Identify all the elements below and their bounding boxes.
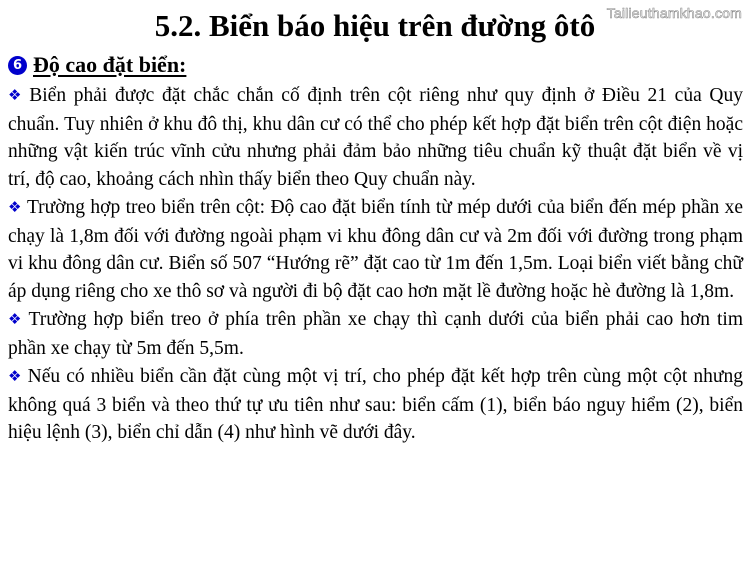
paragraph-2	[8, 194, 743, 305]
paragraph-1-text: Biển phải được đặt chắc chắn cố định trên cột riêng như quy định ở Điều 21 của Quy chuẩn. Tuy nhiên ở khu đô thị, khu dân cư có thể cho phép kết hợp đặt biển trên cột điện hoặc những vật kiến trúc vĩnh cửu nhưng phải đảm bảo những tiêu chuẩn kỹ thuật đặt biển về vị trí, độ cao, khoảng cách nhìn thấy biển theo Quy chuẩn này.	[8, 85, 743, 190]
diamond-bullet-icon: ❖	[8, 86, 25, 104]
content-body	[8, 82, 743, 448]
number-six-icon: 6	[8, 56, 27, 75]
paragraph-3-text: Trường hợp biển treo ở phía trên phần xe chạy thì cạnh dưới của biển phải cao hơn tim phần xe chạy từ 5m đến 5,5m.	[8, 309, 743, 359]
slide-title: 5.2. Biển báo hiệu trên đường ôtô	[154, 8, 596, 43]
paragraph-4	[8, 363, 743, 447]
section-heading	[8, 50, 186, 80]
diamond-bullet-icon: ❖	[8, 310, 24, 328]
watermark: Tailieuthamkhao.com	[606, 5, 742, 21]
paragraph-2-text: Trường hợp treo biển trên cột: Độ cao đặt biển tính từ mép dưới của biển đến mép phần xe chạy là 1,8m đối với đường ngoài phạm vi khu đông dân cư và 2m đối với đường trong phạm vi khu đông dân cư. Biển số 507 “Hướng rẽ” đặt cao từ 1m đến 1,5m. Loại biển viết bằng chữ áp dụng riêng cho xe thô sơ và người đi bộ đặt cao hơn mặt lề đường hoặc hè đường là 1,8m.	[8, 197, 743, 302]
section-heading-label: Độ cao đặt biển:	[33, 52, 187, 77]
diamond-bullet-icon: ❖	[8, 367, 23, 385]
diamond-bullet-icon: ❖	[8, 198, 22, 216]
paragraph-1	[8, 82, 743, 193]
paragraph-3	[8, 306, 743, 362]
paragraph-4-text: Nếu có nhiều biển cần đặt cùng một vị trí, cho phép đặt kết hợp trên cùng một cột nhưng không quá 3 biển và theo thứ tự ưu tiên như sau: biển cấm (1), biển báo nguy hiểm (2), biển hiệu lệnh (3), biển chỉ dẫn (4) như hình vẽ dưới đây.	[8, 366, 743, 443]
